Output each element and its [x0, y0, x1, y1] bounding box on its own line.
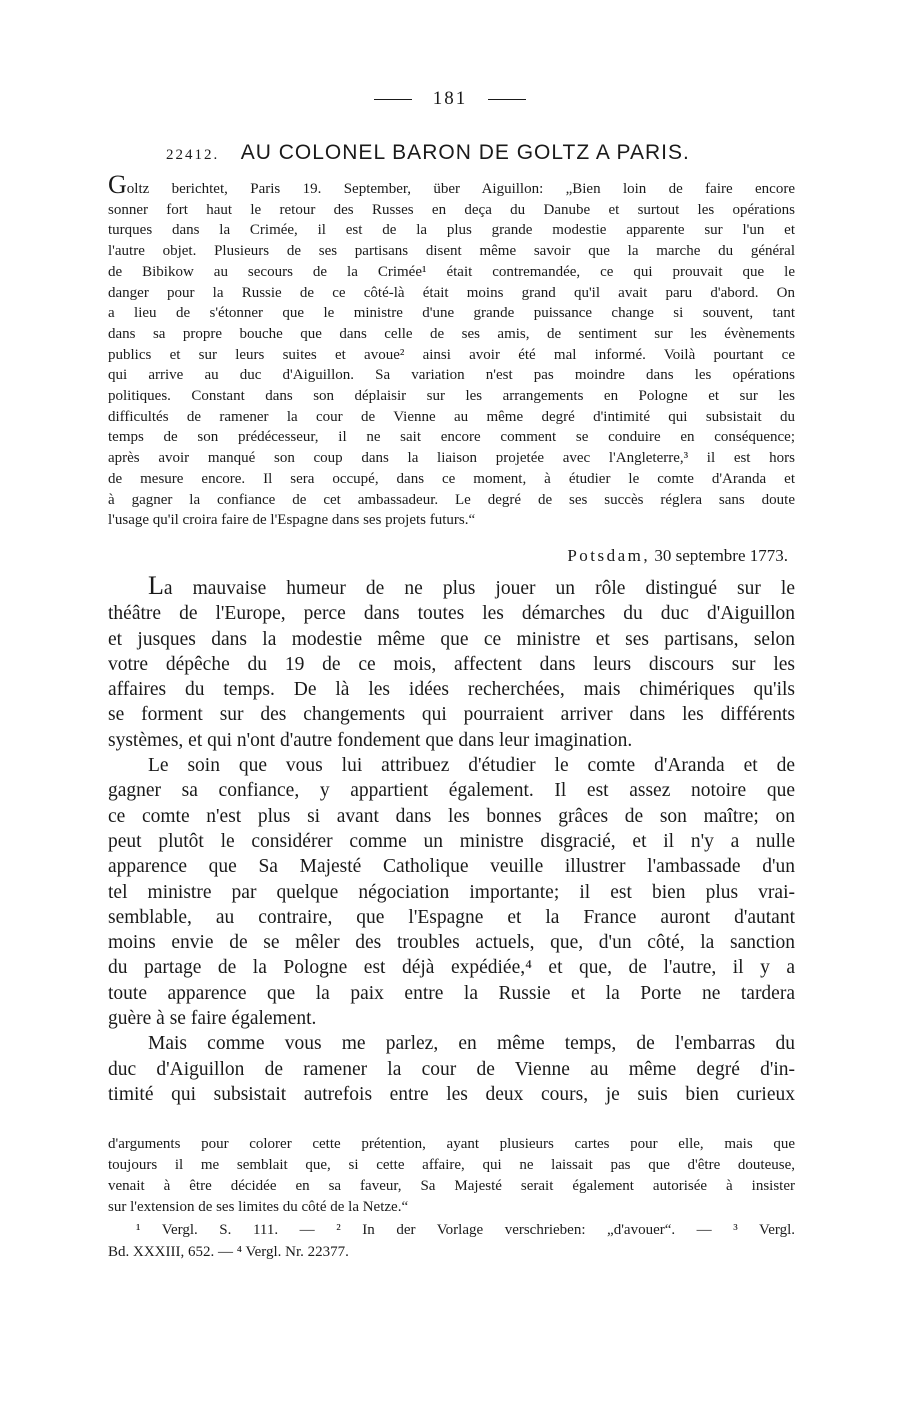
body-line: ce comte n'est plus si avant dans les bonnes grâces de son maître; on	[108, 805, 795, 827]
body-line: guère à se faire également.	[108, 1008, 317, 1030]
body-line: Mais comme vous me parlez, en même temps, de l'embarras du	[148, 1033, 795, 1055]
body-line: systèmes, et qui n'ont d'autre fondement que dans leur imagination.	[108, 729, 633, 751]
dateline	[567, 546, 788, 566]
continuation-paragraph	[108, 1134, 795, 1218]
summary-line: danger pour la Russie de ce côté-là était moins grand qu'il avait paru d'abord. On	[108, 284, 795, 301]
body-line: apparence que Sa Majesté Catholique veuille illustrer l'ambassade d'un	[108, 856, 795, 878]
letter-number: 22412.	[166, 147, 220, 163]
body-line: peut plutôt le considérer comme un ministre disgracié, et il n'y a nulle	[108, 830, 795, 852]
body-line: duc d'Aiguillon de ramener la cour de Vienne au même degré d'in-	[108, 1058, 795, 1080]
continuation-line: d'arguments pour colorer cette prétention, ayant plusieurs cartes pour elle, mais que	[108, 1136, 795, 1152]
footnote-line: ¹ Vergl. S. 111. — ² In der Vorlage verschrieben: „d'avouer“. — ³ Vergl.	[136, 1222, 795, 1238]
summary-line: a lieu de s'étonner que le ministre d'une grande puissance change si souvent, tant	[108, 305, 795, 322]
body-line: La mauvaise humeur de ne plus jouer un rôle distingué sur le	[148, 571, 795, 600]
body-line: gagner sa confiance, y appartient également. Il est assez notoire que	[108, 780, 795, 802]
summary-line: qui arrive au duc d'Aiguillon. Sa variation n'est pas moindre dans les opérations	[108, 367, 795, 384]
summary-line: politiques. Constant dans son déplaisir sur les arrangements en Pologne et sur les	[108, 388, 795, 405]
body-line: toute apparence que la paix entre la Russie et la Porte ne tardera	[108, 982, 795, 1004]
dateline-date: 30 septembre 1773.	[654, 546, 788, 565]
summary-line: après avoir manqué son coup dans la liaison projetée avec l'Angleterre,³ il est hors	[108, 450, 795, 467]
body-line: tel ministre par quelque négociation importante; il est bien plus vrai-	[108, 881, 795, 903]
page-header	[0, 88, 900, 110]
body-line: votre dépêche du 19 de ce mois, affectent dans leurs discours sur les	[108, 653, 795, 675]
dateline-place: Potsdam,	[567, 546, 651, 565]
summary-line: de Bibikow au secours de la Crimée¹ était contremandée, ce qui prouvait que le	[108, 263, 795, 280]
body-line: moins envie de se mêler des troubles actuels, que, d'un côté, la sanction	[108, 932, 795, 954]
summary-line: turques dans la Crimée, il est de la plus grande modestie apparente sur l'un et	[108, 222, 795, 239]
letter-body	[108, 573, 795, 1107]
summary-line: sonner fort haut le retour des Russes en deça du Danube et surtout les opérations	[108, 201, 795, 218]
summary-line: temps de son prédécesseur, il ne sait encore comment se conduire en conséquence;	[108, 429, 795, 446]
body-line: timité qui subsistait autrefois entre les deux cours, je suis bien curieux	[108, 1083, 795, 1105]
summary-paragraph	[108, 170, 795, 531]
summary-line: de mesure encore. Il sera occupé, dans ce moment, à étudier le comte d'Aranda et	[108, 470, 795, 487]
body-line: du partage de la Pologne est déjà expédiée,⁴ et que, de l'autre, il y a	[108, 957, 795, 979]
body-line: se forment sur des changements qui pourraient arriver dans les différents	[108, 704, 795, 726]
summary-line: publics et sur leurs suites et avoue² ainsi avoir été mal informé. Voilà pourtant ce	[108, 346, 795, 363]
summary-line: dans sa propre bouche que dans celle de ses amis, de sentiment sur les évènements	[108, 325, 795, 342]
page-number: 181	[432, 88, 468, 109]
header-rule-right	[488, 99, 526, 100]
body-line: Le soin que vous lui attribuez d'étudier le comte d'Aranda et de	[148, 755, 795, 777]
summary-line: à gagner la confiance de cet ambassadeur. Le degré de ses succès réglera sans doute	[108, 491, 795, 508]
body-line: affaires du temps. De là les idées recherchées, mais chimériques qu'ils	[108, 679, 795, 701]
body-line: semblable, au contraire, que l'Espagne et la France auront d'autant	[108, 906, 795, 928]
continuation-line: sur l'extension de ses limites du côté de la Netze.“	[108, 1199, 409, 1215]
letter-heading	[166, 139, 690, 165]
header-rule-left	[374, 99, 412, 100]
summary-line: difficultés de ramener la cour de Vienne au même degré d'intimité qui subsistait du	[108, 408, 795, 425]
continuation-line: venait à être décidée en sa faveur, Sa Majesté serait également autorisée à insister	[108, 1178, 795, 1194]
footnotes	[108, 1220, 795, 1263]
body-line: et jusques dans la modestie même que ce ministre et ses partisans, selon	[108, 628, 795, 650]
summary-line: l'usage qu'il croira faire de l'Espagne dans ses projets futurs.“	[108, 512, 476, 529]
continuation-line: toujours il me semblait que, si cette affaire, qui ne laissait pas que d'être douteuse,	[108, 1157, 795, 1173]
summary-line: l'autre objet. Plusieurs de ses partisans disent même savoir que la marche du général	[108, 243, 795, 260]
summary-line: Goltz berichtet, Paris 19. September, über Aiguillon: „Bien loin de faire encore	[108, 170, 795, 199]
footnote-line: Bd. XXXIII, 652. — ⁴ Vergl. Nr. 22377.	[108, 1243, 349, 1260]
body-line: théâtre de l'Europe, perce dans toutes les démarches du duc d'Aiguillon	[108, 603, 795, 625]
letter-title: AU COLONEL BARON DE GOLTZ A PARIS.	[240, 141, 690, 164]
